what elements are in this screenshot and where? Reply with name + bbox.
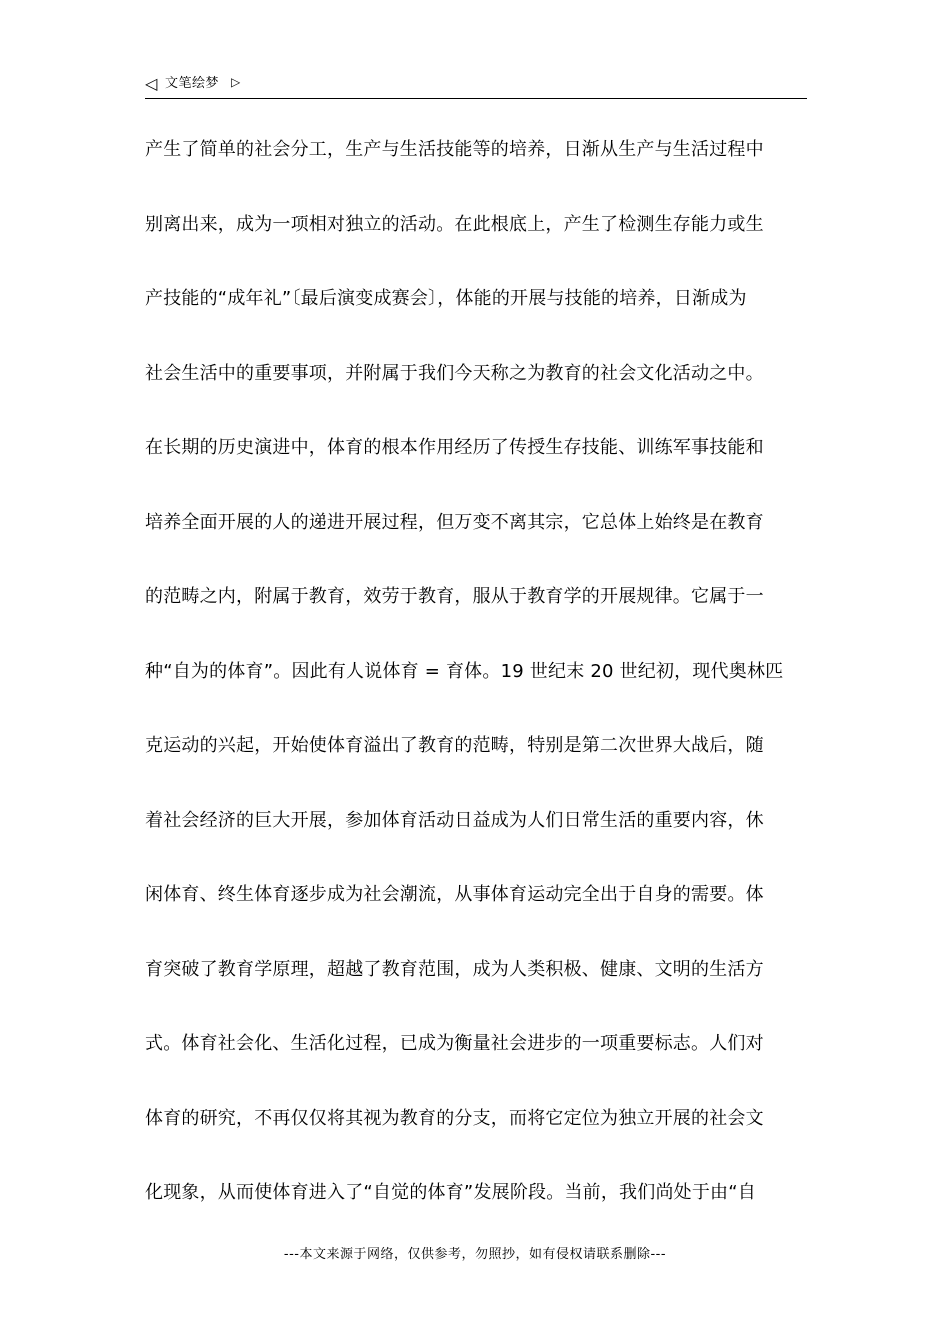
text-line: 别离出来，成为一项相对独立的活动。在此根底上，产生了检测生存能力或生 <box>145 213 764 235</box>
text-line: 产技能的“成年礼”〔最后演变成赛会〕，体能的开展与技能的培养，日渐成为 <box>145 288 747 309</box>
text-line: 式。体育社会化、生活化过程，已成为衡量社会进步的一项重要标志。人们对 <box>145 1033 764 1054</box>
text-line: 的范畴之内，附属于教育，效劳于教育，服从于教育学的开展规律。它属于一 <box>145 586 764 607</box>
page-header <box>145 74 807 99</box>
text-line: 在长期的历史演进中，体育的根本作用经历了传授生存技能、训练军事技能和 <box>145 437 764 458</box>
right-triangle-icon: ▷ <box>231 75 241 89</box>
left-triangle-icon: ◁ <box>145 74 158 93</box>
text-line: 克运动的兴起，开始使体育溢出了教育的范畴，特别是第二次世界大战后，随 <box>145 735 764 756</box>
text-line: 闲体育、终生体育逐步成为社会潮流，从事体育运动完全出于自身的需要。体 <box>145 884 764 905</box>
page-footer: ---本文来源于网络，仅供参考，勿照抄，如有侵权请联系删除--- <box>283 1247 667 1262</box>
text-line: 种“自为的体育”。因此有人说体育 = 育体。19 世纪末 20 世纪初，现代奥林匹 <box>145 660 784 682</box>
text-line: 体育的研究，不再仅仅将其视为教育的分支，而将它定位为独立开展的社会文 <box>145 1107 764 1129</box>
text-line: 培养全面开展的人的递进开展过程，但万变不离其宗，它总体上始终是在教育 <box>145 511 764 533</box>
header-title: 文笔绘梦 <box>165 76 220 91</box>
text-line: 育突破了教育学原理，超越了教育范围，成为人类积极、健康、文明的生活方 <box>145 958 764 980</box>
document-body <box>145 133 807 1251</box>
text-line: 产生了简单的社会分工，生产与生活技能等的培养，日渐从生产与生活过程中 <box>145 139 764 160</box>
text-line: 社会生活中的重要事项，并附属于我们今天称之为教育的社会文化活动之中。 <box>145 362 764 384</box>
text-line: 化现象，从而使体育进入了“自觉的体育”发展阶段。当前，我们尚处于由“自 <box>145 1182 756 1203</box>
text-line: 着社会经济的巨大开展，参加体育活动日益成为人们日常生活的重要内容，休 <box>145 809 764 831</box>
